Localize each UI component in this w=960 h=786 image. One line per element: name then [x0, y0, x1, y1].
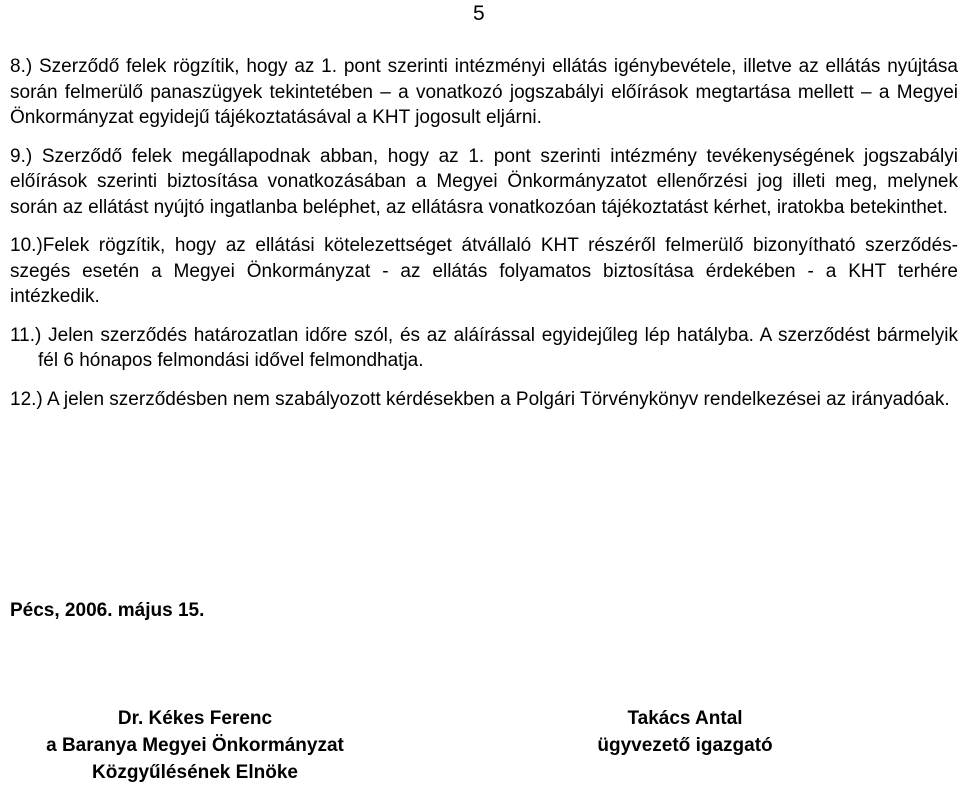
section-text: Jelen szerződés határozatlan időre szól, és az aláírással egyidejűleg lép hatályba. A szerződést bármelyik fél 6 hónapos felmondási idővel felmondhatja.	[38, 324, 959, 371]
signature-block-right	[560, 705, 810, 759]
page-number: 5	[473, 2, 485, 25]
signatory-role: a Baranya Megyei Önkormányzat	[46, 735, 344, 756]
section-text: Szerződő felek rögzítik, hogy az 1. pont szerinti intézményi ellátás igénybevétele, illetve az ellátás nyújtása során felmerülő panaszügyek tekintetében – a vonatkozó jogszabályi előírások megtartása mellett – a Megyei Önkormányzat egyidejű tájékoztatásával a KHT jogosult eljárni.	[10, 56, 958, 128]
section-10	[10, 233, 958, 310]
section-12	[10, 387, 958, 413]
section-number: 9.)	[10, 145, 33, 167]
signatory-name: Takács Antal	[627, 708, 743, 729]
place-date: Pécs, 2006. május 15.	[10, 600, 205, 621]
signature-block-left	[10, 705, 380, 786]
section-number: 8.)	[10, 56, 33, 77]
signatory-name: Dr. Kékes Ferenc	[117, 708, 273, 729]
signatory-role: Közgyűlésének Elnöke	[92, 762, 298, 783]
section-text: Felek rögzítik, hogy az ellátási kötelezettséget átvállaló KHT részéről felmerülő bizonyítható szerződés-szegés esetén a Megyei Önkormányzat - az ellátás folyamatos biztosítása érdekében - a KHT terhére intézkedik.	[10, 235, 958, 307]
signatory-role: ügyvezető igazgató	[597, 735, 773, 756]
section-number: 11.)	[10, 324, 42, 346]
section-text: A jelen szerződésben nem szabályozott kérdésekben a Polgári Törvénykönyv rendelkezései az irányadóak.	[46, 388, 950, 410]
section-8	[10, 54, 958, 131]
section-text: Szerződő felek megállapodnak abban, hogy az 1. pont szerinti intézmény tevékenységének jogszabályi előírások szerinti biztosítása vonatkozásában a Megyei Önkormányzatot ellenőrzési jog illeti meg, melynek során az ellátást nyújtó ingatlanba beléphet, az ellátásra vonatkozóan tájékoztatást kérhet, iratokba betekinthet.	[10, 145, 958, 218]
section-11	[10, 323, 958, 374]
contract-body	[10, 54, 958, 412]
section-number: 10.)	[10, 235, 43, 256]
section-number: 12.)	[10, 388, 43, 410]
section-9	[10, 144, 958, 221]
